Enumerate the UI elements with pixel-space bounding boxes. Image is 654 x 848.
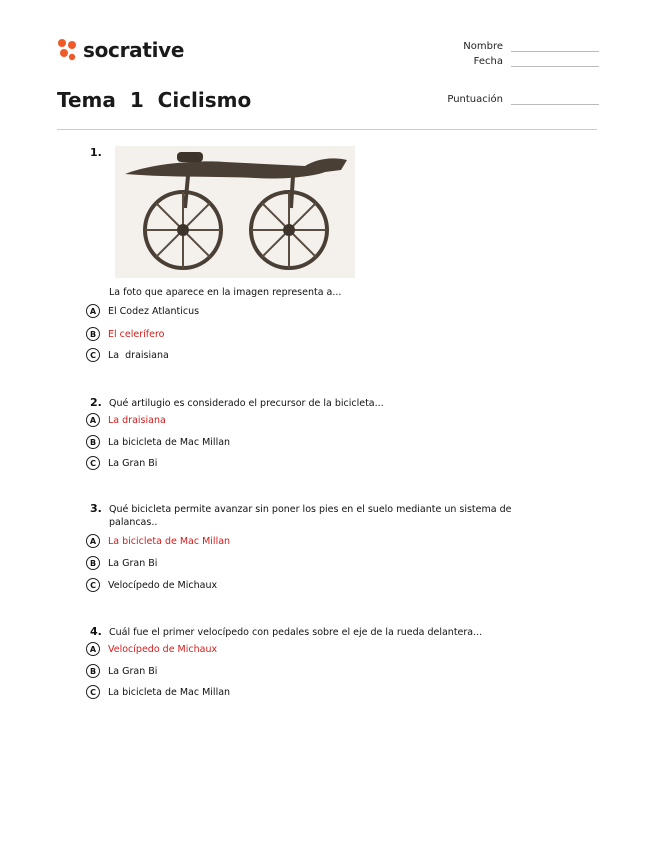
option-letter-a: A (86, 304, 100, 318)
option-a[interactable] (86, 412, 166, 428)
question-text: Qué artilugio es considerado el precursor de la bicicleta... (109, 398, 384, 409)
question-number: 1. (90, 146, 102, 159)
question-number: 3. (90, 502, 102, 515)
option-c[interactable] (86, 347, 169, 363)
option-text: La bicicleta de Mac Millan (108, 436, 231, 448)
question-number: 2. (90, 396, 102, 409)
option-text: Velocípedo de Michaux (108, 579, 218, 591)
bicycle-illustration (115, 146, 355, 278)
option-b[interactable] (86, 663, 157, 679)
option-text-correct: El celerífero (108, 328, 165, 340)
option-b[interactable] (86, 555, 157, 571)
option-text: La Gran Bi (108, 665, 158, 677)
name-label: Nombre (463, 41, 503, 52)
option-letter-c: C (86, 348, 100, 362)
score-label: Puntuación (447, 94, 503, 105)
date-label: Fecha (473, 56, 503, 67)
option-letter-b: B (86, 556, 100, 570)
question-number: 4. (90, 625, 102, 638)
draisiana-image (115, 146, 355, 278)
option-b[interactable] (86, 326, 164, 342)
header-divider (57, 129, 597, 130)
score-line (511, 94, 599, 105)
option-letter-b: B (86, 435, 100, 449)
option-letter-b: B (86, 664, 100, 678)
option-text: La Gran Bi (108, 457, 158, 469)
option-letter-a: A (86, 534, 100, 548)
question-text: La foto que aparece en la imagen representa a... (109, 287, 342, 298)
option-letter-c: C (86, 685, 100, 699)
question-text: Qué bicicleta permite avanzar sin poner los pies en el suelo mediante un sistema de palancas.. (109, 504, 512, 528)
date-line (511, 56, 599, 67)
score-field (447, 94, 599, 105)
brand-name: socrative (83, 38, 185, 62)
option-b[interactable] (86, 434, 230, 450)
option-a[interactable] (86, 303, 199, 319)
option-letter-c: C (86, 456, 100, 470)
option-text: La bicicleta de Mac Millan (108, 686, 231, 698)
option-c[interactable] (86, 684, 230, 700)
option-text: El Codez Atlanticus (108, 305, 200, 317)
option-c[interactable] (86, 455, 157, 471)
name-line (511, 41, 599, 52)
option-letter-b: B (86, 327, 100, 341)
socrative-logo-icon (57, 38, 79, 62)
option-text-correct: La draisiana (108, 414, 166, 426)
option-text-correct: La bicicleta de Mac Millan (108, 535, 231, 547)
option-c[interactable] (86, 577, 217, 593)
option-a[interactable] (86, 641, 217, 657)
question-text: Cuál fue el primer velocípedo con pedales sobre el eje de la rueda delantera... (109, 627, 483, 638)
option-letter-c: C (86, 578, 100, 592)
socrative-logo (57, 38, 184, 62)
option-text: La draisiana (108, 349, 169, 361)
option-text-correct: Velocípedo de Michaux (108, 643, 218, 655)
name-field (463, 41, 599, 52)
option-letter-a: A (86, 642, 100, 656)
option-letter-a: A (86, 413, 100, 427)
date-field (474, 56, 599, 67)
page-title: Tema 1 Ciclismo (57, 88, 252, 112)
option-text: La Gran Bi (108, 557, 158, 569)
option-a[interactable] (86, 533, 230, 549)
